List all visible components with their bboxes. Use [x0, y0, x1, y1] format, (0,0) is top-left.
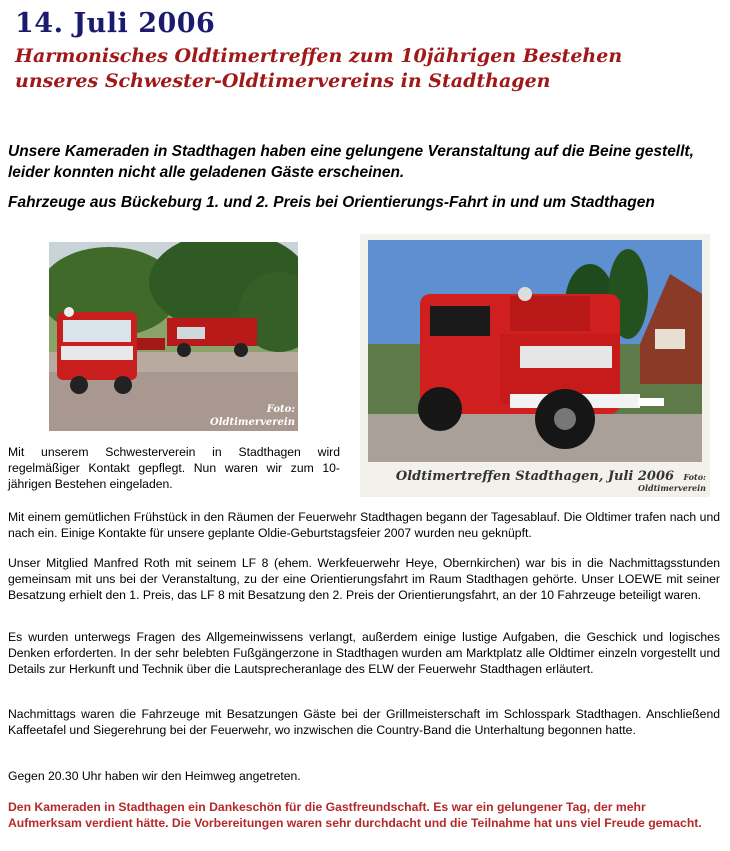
right-photo-credit-1: Foto: [683, 472, 706, 482]
paragraph-orientation-drive: Unser Mitglied Manfred Roth mit seinem LF 8 (ehem. Werkfeuerwehr Heye, Obernkirchen) war bis in die Nachmittagsstunden gemeinsam mit uns bei der Veranstaltung, zu der eine Orientierungsfahrt im Raum Stadthagen gehörte. Unser LOEWE mit seiner Besatzung erhielt den 1. Preis, das LF 8 mit Besatzung den 2. Preis der Orientierungsfahrt, an der 10 Fahrzeuge beteiligt waren. [8, 556, 720, 602]
paragraph-departure: Gegen 20.30 Uhr haben wir den Heimweg angetreten. [8, 769, 301, 783]
intro-text: Unsere Kameraden in Stadthagen haben eine gelungene Veranstaltung auf die Beine gestellt, leider konnten nicht alle geladenen Gäste erscheinen. [8, 143, 694, 181]
subtitle-line-1: Harmonisches Oldtimertreffen zum 10jährigen Bestehen [15, 45, 623, 67]
subtitle-line-2: unseres Schwester-Oldtimervereins in Stadthagen [15, 70, 551, 92]
paragraph-breakfast: Mit einem gemütlichen Frühstück in den Räumen der Feuerwehr Stadthagen begann der Tagesablauf. Die Oldtimer trafen nach und nach ein. Einige Kontakte für unsere geplante Oldie-Geburtstagsfeier 2007 wurden neu geknüpft. [8, 510, 720, 540]
paragraph-afternoon: Nachmittags waren die Fahrzeuge mit Besatzungen Gäste bei der Grillmeisterschaft im Schlosspark Stadthagen. Anschließend Kaffeetafel und Siegerehrung bei der Feuerwehr, wo inzwischen die Country-Band die Unterhaltung begonnen hatte. [8, 707, 720, 737]
left-photo-credit-2: Oldtimerverein [209, 417, 295, 428]
photo-fire-trucks-parking [49, 242, 298, 431]
paragraph-questions: Es wurden unterwegs Fragen des Allgemeinwissens verlangt, außerdem einige lustige Aufgaben, die Geschick und logisches Denken erforderten. In der sehr belebten Fußgängerzone in Stadthagen wurden am Marktplatz alle Oldtimer einzeln vorgestellt und Details zur Herkunft und Technik über die Lautsprecheranlage des ELW der Feuerwehr Stadthagen erläutert. [8, 630, 720, 676]
intro-headline: Fahrzeuge aus Bückeburg 1. und 2. Preis bei Orientierungs-Fahrt in und um Stadthagen [8, 194, 655, 211]
closing-thanks: Den Kameraden in Stadthagen ein Dankeschön für die Gastfreundschaft. Es war ein gelungener Tag, der mehr Aufmerksam verdient hätte. Die Vorbereitungen waren sehr durchdacht und die Teilnahme hat uns viel Freude gemacht. [8, 800, 702, 830]
page-date: 14. Juli 2006 [15, 8, 216, 39]
page-subtitle [15, 44, 715, 94]
right-photo-caption: Oldtimertreffen Stadthagen, Juli 2006 [395, 469, 675, 484]
left-photo-credit-1: Foto: [266, 404, 295, 415]
right-photo-credit-2: Oldtimerverein [637, 483, 706, 493]
photo-loewe-fire-truck [360, 234, 710, 497]
paragraph-contact: Mit unserem Schwesterverein in Stadthagen wird regelmäßiger Kontakt gepflegt. Nun waren wir zum 10-jährigen Bestehen eingeladen. [8, 445, 340, 491]
